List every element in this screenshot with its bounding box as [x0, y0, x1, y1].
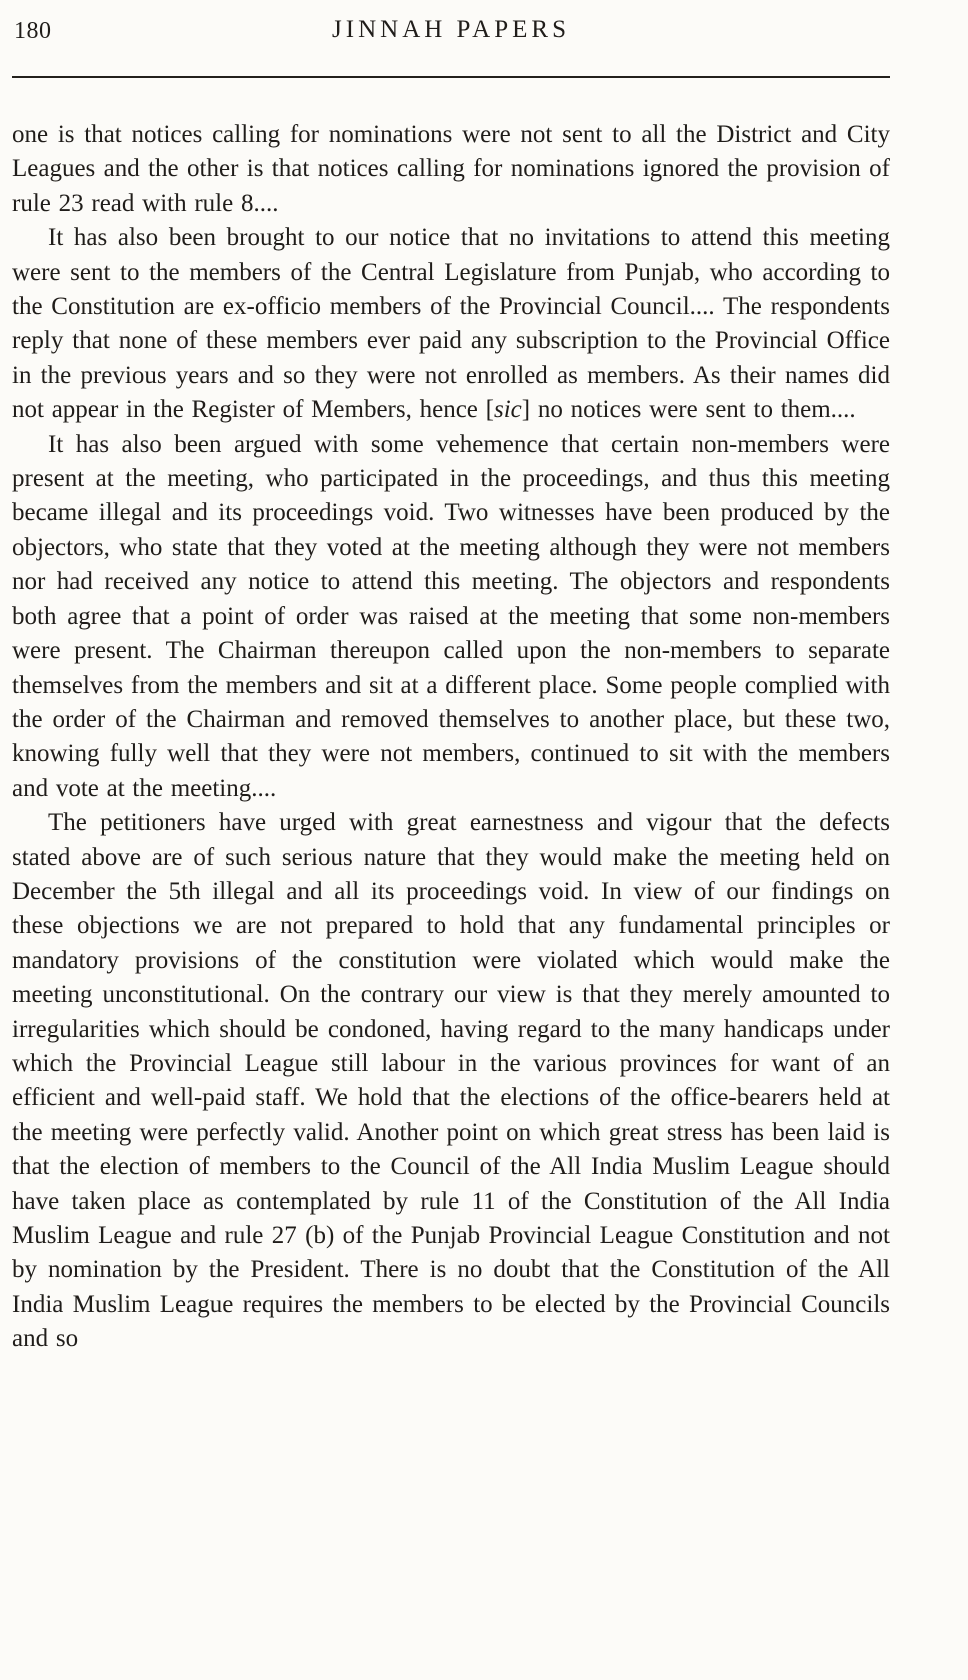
page-number: 180: [14, 18, 52, 44]
header-rule-divider: [12, 76, 890, 78]
paragraph-petitioners: The petitioners have urged with great earnestness and vigour that the defects stated above are of such serious nature that they would make the meeting held on December the 5th illegal and all its proceedings void. In view of our findings on these objections we are not prepared to hold that any fundamental principles or mandatory provisions of the constitution were violated which would make the meeting unconstitutional. On the contrary our view is that they merely amounted to irregularities which should be condoned, having regard to the many handicaps under which the Provincial League still labour in the various provinces for want of an efficient and well-paid staff. We hold that the elections of the office-bearers held at the meeting were perfectly valid. Another point on which great stress has been laid is that the election of members to the Council of the All India Muslim League should have taken place as contemplated by rule 11 of the Constitution of the All India Muslim League and rule 27 (b) of the Punjab Provincial League Constitution and not by nomination by the President. There is no doubt that the Constitution of the All India Muslim League requires the members to be elected by the Provincial Councils and so: [12, 809, 890, 1353]
page-body: [12, 118, 890, 1357]
paragraph-text: It has also been brought to our notice that no invitations to attend this meeting were sent to the members of the Central Legislature from Punjab, who according to the Constitution are ex-officio members of the Provincial Council.... The respondents reply that none of these members ever paid any subscription to the Provincial Office in the previous years and so they were not enrolled as members. As their names did not appear in the Register of Members, hence [: [12, 224, 890, 424]
paragraph-continuation: one is that notices calling for nominations were not sent to all the District and City Leagues and the other is that notices calling for nominations ignored the provision of rule 23 read with rule 8....: [12, 121, 890, 217]
running-title: JINNAH PAPERS: [332, 16, 570, 43]
page-header: [12, 16, 890, 54]
paragraph-invitations: [12, 221, 890, 427]
sic-italic: sic: [493, 396, 522, 424]
paragraph-non-members: It has also been argued with some vehemence that certain non-members were present at the meeting, who participated in the proceedings, and thus this meeting became illegal and its proceedings void. Two witnesses have been produced by the objectors, who state that they voted at the meeting although they were not members nor had received any notice to attend this meeting. The objectors and respondents both agree that a point of order was raised at the meeting that some non-members were present. The Chairman thereupon called upon the non-members to separate themselves from the members and sit at a different place. Some people complied with the order of the Chairman and removed themselves to another place, but these two, knowing fully well that they were not members, continued to sit with the members and vote at the meeting....: [12, 430, 890, 802]
paragraph-text: ] no notices were sent to them....: [521, 396, 856, 424]
